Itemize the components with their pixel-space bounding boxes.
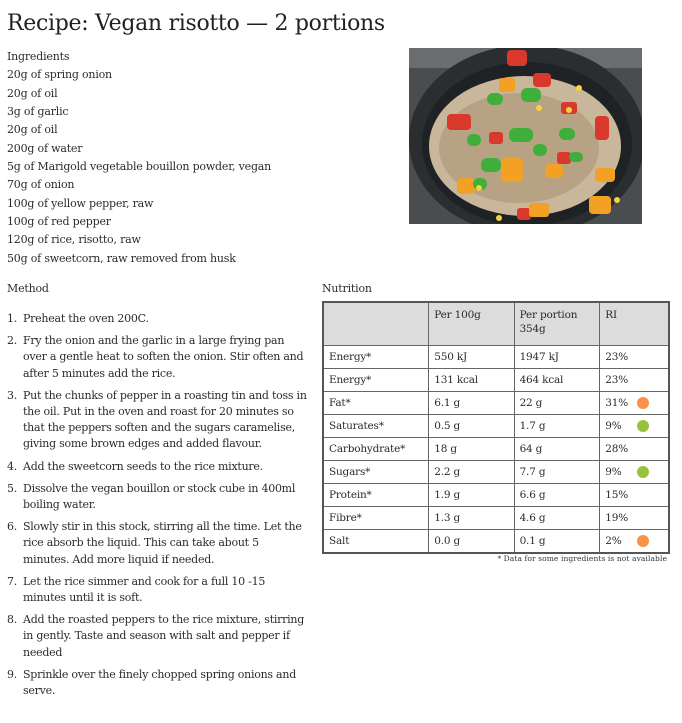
- per-100g-value-text: 1.3 g: [434, 512, 461, 524]
- nutrient-name: [323, 438, 429, 461]
- per-portion-value-text: 22 g: [519, 397, 543, 409]
- per-100g-value: [429, 438, 514, 461]
- column-header-per-portion: Per portion 354g: [514, 302, 600, 346]
- risotto-pan-image: [409, 48, 642, 224]
- method-step: [7, 333, 307, 382]
- ri-value: [600, 461, 669, 484]
- nutrient-name-text: Fat*: [329, 397, 351, 409]
- ingredients-list: [7, 48, 271, 268]
- step-number: 6.: [7, 520, 17, 534]
- ri-value-text: 19%: [605, 512, 628, 524]
- table-row: [323, 461, 669, 484]
- step-text: Slowly stir in this stock, stirring all the time. Let the rice absorb the liquid. This can take about 5 minutes. Add more liquid if needed.: [23, 520, 302, 566]
- ri-value-text: 31%: [605, 397, 628, 409]
- method-step: [7, 667, 307, 699]
- table-row: [323, 507, 669, 530]
- step-number: 2.: [7, 334, 17, 348]
- per-100g-value: [429, 392, 514, 415]
- method-step: [7, 311, 307, 327]
- nutrient-name: [323, 530, 429, 554]
- ingredient-item: 20g of oil: [7, 123, 58, 137]
- per-portion-value-text: 1947 kJ: [519, 351, 559, 363]
- table-row: [323, 346, 669, 369]
- ingredient-item: 70g of onion: [7, 178, 75, 192]
- recipe-photo: [409, 48, 642, 224]
- ingredient-item: 5g of Marigold vegetable bouillon powder, vegan: [7, 160, 272, 174]
- nutrient-name-text: Sugars*: [329, 466, 371, 478]
- step-number: 8.: [7, 613, 17, 627]
- method-steps: [7, 311, 307, 705]
- low-level-indicator-icon: [637, 420, 649, 432]
- per-portion-value-text: 1.7 g: [519, 420, 546, 432]
- per-100g-value: [429, 507, 514, 530]
- per-100g-value-text: 0.0 g: [434, 535, 461, 547]
- nutrient-name: [323, 507, 429, 530]
- per-100g-value-text: 2.2 g: [434, 466, 461, 478]
- nutrient-name-text: Salt: [329, 535, 350, 547]
- per-portion-value: [514, 461, 600, 484]
- method-heading: Method: [7, 282, 49, 295]
- nutrition-table: [322, 301, 670, 554]
- ingredient-item: 100g of red pepper: [7, 215, 111, 229]
- ri-value: [600, 415, 669, 438]
- table-row: [323, 392, 669, 415]
- step-text: Sprinkle over the finely chopped spring onions and serve.: [23, 667, 296, 698]
- per-portion-value: [514, 369, 600, 392]
- table-row: [323, 530, 669, 554]
- ri-value-text: 9%: [605, 466, 622, 478]
- nutrition-footnote: * Data for some ingredients is not available: [497, 554, 667, 563]
- method-step: [7, 481, 307, 513]
- nutrient-name: [323, 392, 429, 415]
- step-text: Let the rice simmer and cook for a full 10 -15 minutes until it is soft.: [23, 574, 266, 605]
- high-level-indicator-icon: [637, 535, 649, 547]
- ri-value-text: 2%: [605, 535, 622, 547]
- step-number: 4.: [7, 459, 17, 473]
- table-row: [323, 438, 669, 461]
- step-text: Add the roasted peppers to the rice mixture, stirring in gently. Taste and season with salt and pepper if needed: [23, 613, 305, 659]
- ingredient-item: 20g of oil: [7, 86, 58, 100]
- column-header-nutrient: [323, 302, 429, 346]
- nutrient-name: [323, 461, 429, 484]
- per-100g-value: [429, 484, 514, 507]
- step-text: Dissolve the vegan bouillon or stock cube in 400ml boiling water.: [23, 481, 296, 512]
- ri-value: [600, 484, 669, 507]
- step-text: Add the sweetcorn seeds to the rice mixture.: [23, 459, 263, 473]
- step-text: Put the chunks of pepper in a roasting tin and toss in the oil. Put in the oven and roast for 20 minutes so that the peppers soften and the sugars caramelise, giving some brown edges and added flavour.: [23, 388, 307, 451]
- column-header-per-100g: Per 100g: [429, 302, 514, 346]
- per-100g-value: [429, 369, 514, 392]
- ri-value: [600, 369, 669, 392]
- page-title: Recipe: Vegan risotto — 2 portions: [7, 11, 385, 36]
- ingredient-item: 120g of rice, risotto, raw: [7, 233, 141, 247]
- per-portion-value-text: 4.6 g: [519, 512, 546, 524]
- per-portion-value: [514, 415, 600, 438]
- nutrient-name-text: Carbohydrate*: [329, 443, 406, 455]
- ri-value: [600, 507, 669, 530]
- step-number: 7.: [7, 574, 17, 588]
- ri-value-text: 15%: [605, 489, 628, 501]
- per-100g-value-text: 1.9 g: [434, 489, 461, 501]
- nutrient-name-text: Energy*: [329, 351, 372, 363]
- method-step: [7, 574, 307, 606]
- ingredient-item: 3g of garlic: [7, 105, 69, 119]
- per-100g-value-text: 0.5 g: [434, 420, 461, 432]
- per-100g-value-text: 550 kJ: [434, 351, 468, 363]
- nutrition-header-row: [323, 302, 669, 346]
- nutrient-name: [323, 484, 429, 507]
- method-step: [7, 519, 307, 568]
- per-portion-value: [514, 530, 600, 554]
- ri-value-text: 28%: [605, 443, 628, 455]
- nutrient-name: [323, 415, 429, 438]
- high-level-indicator-icon: [637, 397, 649, 409]
- ri-value: [600, 530, 669, 554]
- step-text: Preheat the oven 200C.: [23, 312, 149, 325]
- step-number: 5.: [7, 481, 17, 495]
- per-100g-value: [429, 530, 514, 554]
- nutrient-name: [323, 369, 429, 392]
- per-100g-value: [429, 346, 514, 369]
- ingredient-item: 20g of spring onion: [7, 68, 112, 82]
- nutrient-name-text: Saturates*: [329, 420, 384, 432]
- ri-value-text: 9%: [605, 420, 622, 432]
- table-row: [323, 484, 669, 507]
- method-step: [7, 388, 307, 453]
- ingredient-item: 50g of sweetcorn, raw removed from husk: [7, 251, 236, 265]
- step-number: 1.: [7, 312, 17, 325]
- nutrient-name: [323, 346, 429, 369]
- low-level-indicator-icon: [637, 466, 649, 478]
- per-portion-value: [514, 392, 600, 415]
- table-row: [323, 415, 669, 438]
- per-portion-value-text: 0.1 g: [519, 535, 546, 547]
- ingredient-item: 100g of yellow pepper, raw: [7, 196, 154, 210]
- per-100g-value-text: 131 kcal: [434, 374, 478, 386]
- ri-value: [600, 392, 669, 415]
- method-step: [7, 459, 307, 475]
- step-text: Fry the onion and the garlic in a large frying pan over a gentle heat to soften the onion. Stir often and after 5 minutes add the rice.: [23, 334, 304, 380]
- ingredients-heading: Ingredients: [7, 50, 70, 63]
- per-100g-value-text: 6.1 g: [434, 397, 461, 409]
- table-row: [323, 369, 669, 392]
- ri-value: [600, 438, 669, 461]
- per-portion-value: [514, 346, 600, 369]
- per-portion-value: [514, 438, 600, 461]
- ri-value-text: 23%: [605, 374, 628, 386]
- column-header-ri: RI: [600, 302, 669, 346]
- step-number: 3.: [7, 388, 17, 402]
- ingredient-item: 200g of water: [7, 141, 83, 155]
- method-step: [7, 612, 307, 661]
- nutrient-name-text: Protein*: [329, 489, 372, 501]
- per-100g-value: [429, 415, 514, 438]
- per-100g-value: [429, 461, 514, 484]
- nutrition-heading: Nutrition: [322, 282, 372, 295]
- per-portion-value-text: 64 g: [519, 443, 543, 455]
- ri-value: [600, 346, 669, 369]
- per-portion-value-text: 7.7 g: [519, 466, 546, 478]
- nutrient-name-text: Energy*: [329, 374, 372, 386]
- per-portion-value-text: 6.6 g: [519, 489, 546, 501]
- per-100g-value-text: 18 g: [434, 443, 457, 455]
- per-portion-value-text: 464 kcal: [519, 374, 564, 386]
- step-number: 9.: [7, 667, 17, 681]
- per-portion-value: [514, 507, 600, 530]
- per-portion-value: [514, 484, 600, 507]
- ri-value-text: 23%: [605, 351, 628, 363]
- nutrient-name-text: Fibre*: [329, 512, 362, 524]
